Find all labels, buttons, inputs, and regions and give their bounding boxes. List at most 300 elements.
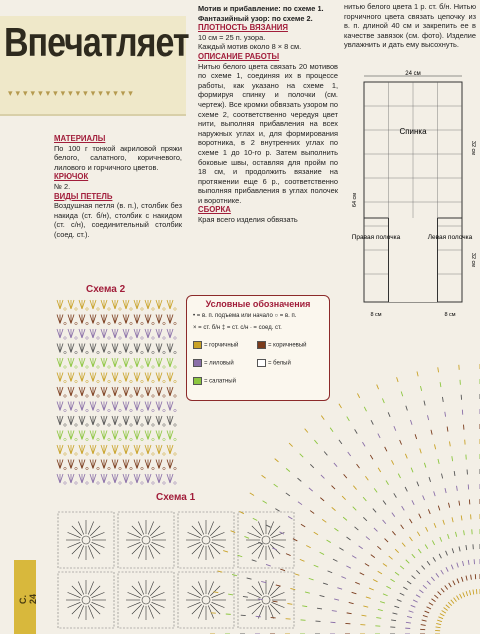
stitch-mark — [371, 420, 373, 424]
fancy-line: Фантазийный узор: по схеме 2. — [198, 13, 313, 23]
stitch-mark — [388, 412, 390, 417]
stitch-mark — [464, 530, 465, 535]
stitch-mark — [407, 581, 411, 584]
stitch-mark — [412, 500, 414, 504]
stitch-mark — [405, 487, 407, 491]
stitch-mark — [232, 574, 237, 575]
fan-stitch — [145, 344, 154, 354]
stitch-mark — [395, 572, 399, 575]
fan-stitch — [156, 402, 165, 412]
fan-stitch — [57, 474, 66, 484]
stitch-mark — [223, 551, 228, 553]
stitch-mark — [427, 415, 428, 420]
fan-stitch — [134, 315, 143, 325]
stitch-mark — [355, 429, 358, 433]
corner-stitch-rows — [210, 364, 480, 634]
stitch-mark — [383, 563, 387, 566]
fan-stitch — [134, 387, 143, 397]
stitch-mark — [369, 588, 374, 590]
stitch-mark — [287, 603, 292, 604]
stitch-mark — [295, 574, 300, 576]
stitch-mark — [330, 428, 333, 432]
stitch-mark — [310, 464, 314, 468]
fan-stitch — [145, 387, 154, 397]
decor-border: ▾▾▾▾▾▾▾▾▾▾▾▾▾▾▾▾▾ — [8, 88, 136, 98]
fan-stitch — [167, 431, 176, 441]
fan-stitch — [68, 329, 77, 339]
stitch-mark — [272, 548, 277, 550]
fan-stitch — [112, 387, 121, 397]
stitch-mark — [438, 367, 439, 372]
fan-stitch — [68, 344, 77, 354]
fan-stitch — [90, 344, 99, 354]
stitch-mark — [434, 523, 436, 528]
fan-stitch — [145, 445, 154, 455]
legend-color-white: = белый — [257, 359, 291, 367]
fan-stitch — [90, 315, 99, 325]
fan-stitch — [134, 445, 143, 455]
fan-stitch — [134, 474, 143, 484]
fan-stitch — [145, 329, 154, 339]
stitch-mark — [466, 576, 467, 581]
stitch-mark — [324, 452, 327, 456]
stitch-mark — [353, 486, 356, 490]
fan-stitch — [145, 431, 154, 441]
fan-stitch — [167, 387, 176, 397]
stitch-mark — [231, 531, 236, 533]
density-heading: ПЛОТНОСТЬ ВЯЗАНИЯ — [198, 23, 288, 33]
stitch-mark — [355, 582, 360, 584]
work-heading: ОПИСАНИЕ РАБОТЫ — [198, 51, 280, 61]
stitch-mark — [247, 578, 252, 579]
stitch-mark — [314, 440, 317, 444]
stitch-mark — [402, 506, 405, 510]
stitch-mark — [422, 620, 427, 621]
fan-stitch — [112, 474, 121, 484]
stitch-mark — [423, 495, 425, 500]
stitch-mark — [436, 623, 441, 624]
legend-symbols-row-1: • = в. п. подъема или начало ○ = в. п. — [193, 313, 297, 319]
stitch-mark — [427, 561, 430, 565]
stitch-mark — [434, 595, 438, 598]
stitch-mark — [366, 597, 371, 599]
stitch-mark — [314, 565, 319, 567]
stitch-mark — [377, 546, 381, 549]
stitch-mark — [362, 442, 365, 446]
stitch-mark — [392, 613, 397, 614]
fan-stitch — [79, 329, 88, 339]
assembly-text: Края всего изделия обвязать — [198, 215, 298, 225]
fan-stitch — [156, 344, 165, 354]
work-text: Нитью белого цвета связать 20 мотивов по схеме 1, соединяя их в процессе работы, как указано на схеме 1, формируя спинку и полочки (см. чертеж). Все кромки обвязать узором по схеме 2, соответственно чередуя цвет нити, выполняя прибавления на всех наружных углах и, для формирования воротника, в 2 внутренних углах по схеме 1 до 10-го р. Затем выполнить боковые швы, оставляя для пройм по 18 см, и продолжить вязание на протяжении еще 6 р., соответственно выполняя прибавления в углах полочек и воротнике. — [198, 61, 338, 205]
stitch-mark — [417, 482, 419, 487]
stitch-mark — [305, 429, 308, 433]
fan-stitch — [167, 460, 176, 470]
stitch-mark — [427, 607, 431, 609]
fan-stitch — [90, 416, 99, 426]
stitch-mark — [456, 596, 459, 600]
fan-stitch — [156, 373, 165, 383]
right-front-label: Правая полочка — [351, 234, 401, 241]
stitch-mark — [302, 606, 307, 607]
fan-stitch — [134, 416, 143, 426]
stitch-mark — [431, 430, 432, 435]
stitch-mark — [380, 602, 385, 604]
hook-heading: КРЮЧОК — [54, 172, 89, 182]
fan-stitch — [57, 358, 66, 368]
stitch-mark — [446, 551, 448, 556]
stitch-mark — [359, 546, 363, 549]
legend-color-mustard: = горчичный — [193, 341, 238, 349]
fan-stitch — [145, 300, 154, 310]
stitch-mark — [317, 608, 322, 609]
stitch-mark — [466, 591, 468, 596]
stitch-mark — [383, 594, 388, 596]
materials-section — [54, 134, 182, 240]
stitch-mark — [453, 581, 455, 585]
loops-heading: ВИДЫ ПЕТЕЛЬ — [54, 191, 113, 201]
stitch-mark — [425, 611, 430, 613]
stitch-mark — [428, 509, 430, 514]
stitch-mark — [327, 540, 331, 543]
stitch-mark — [412, 554, 415, 558]
stitch-mark — [411, 605, 416, 607]
stitch-mark — [429, 603, 433, 606]
stitch-mark — [321, 475, 325, 479]
stitch-mark — [228, 594, 233, 595]
fan-stitch — [90, 358, 99, 368]
fan-stitch — [79, 445, 88, 455]
fan-stitch — [101, 402, 110, 412]
fan-stitch — [68, 373, 77, 383]
stitch-mark — [348, 452, 351, 456]
stitch-mark — [417, 371, 418, 376]
stitch-mark — [344, 474, 347, 478]
stitch-mark — [448, 503, 449, 508]
stitch-mark — [417, 532, 420, 536]
fan-stitch — [101, 300, 110, 310]
stitch-mark — [243, 596, 248, 597]
stitch-mark — [389, 556, 393, 559]
fan-stitch — [90, 402, 99, 412]
stitch-mark — [290, 588, 295, 589]
stitch-mark — [365, 476, 368, 480]
stitch-mark — [423, 615, 428, 617]
stitch-mark — [461, 515, 462, 520]
fan-stitch — [57, 402, 66, 412]
stitch-mark — [421, 625, 426, 626]
schema-2-chart — [54, 296, 184, 490]
fan-stitch — [90, 329, 99, 339]
fan-stitch — [79, 358, 88, 368]
stitch-mark — [402, 543, 405, 547]
stitch-mark — [432, 540, 434, 544]
fan-stitch — [68, 300, 77, 310]
stitch-mark — [455, 532, 456, 537]
stitch-mark — [376, 618, 381, 619]
stitch-mark — [406, 406, 408, 411]
stitch-mark — [334, 599, 339, 600]
materials-heading: МАТЕРИАЛЫ — [54, 134, 106, 143]
right-bottom-width-label: 8 см — [370, 312, 382, 318]
stitch-mark — [451, 600, 454, 604]
stitch-mark — [457, 579, 459, 584]
fan-stitch — [156, 474, 165, 484]
fan-stitch — [79, 474, 88, 484]
page-title: Впечатляет — [4, 20, 189, 66]
stitch-mark — [425, 544, 428, 548]
fan-stitch — [145, 358, 154, 368]
stitch-mark — [298, 478, 302, 481]
stitch-mark — [357, 464, 360, 468]
fan-stitch — [79, 460, 88, 470]
fan-stitch — [123, 431, 132, 441]
fan-stitch — [123, 315, 132, 325]
materials-text: По 100 г тонкой акриловой пряжи белого, салатного, коричневого, лилового и горчичного цветов. — [54, 143, 182, 172]
density-text-2: Каждый мотив около 8 × 8 см. — [198, 42, 302, 52]
stitch-mark — [454, 598, 457, 602]
stitch-mark — [373, 580, 377, 582]
stitch-mark — [429, 477, 431, 482]
stitch-mark — [463, 592, 465, 597]
stitch-mark — [401, 525, 404, 529]
fan-stitch — [79, 402, 88, 412]
stitch-mark — [352, 556, 356, 559]
stitch-mark — [280, 532, 284, 534]
left-front-label: Левая полочка — [427, 234, 473, 241]
fan-stitch — [123, 460, 132, 470]
stitch-mark — [462, 561, 463, 566]
stitch-mark — [239, 511, 243, 513]
stitch-mark — [440, 614, 444, 616]
stitch-mark — [466, 545, 467, 550]
stitch-mark — [309, 578, 314, 580]
fan-stitch — [90, 387, 99, 397]
stitch-mark — [349, 602, 354, 603]
stitch-mark — [274, 484, 278, 487]
stitch-mark — [320, 595, 325, 596]
fan-stitch — [123, 344, 132, 354]
stitch-mark — [337, 588, 342, 590]
fan-stitch — [156, 315, 165, 325]
stitch-mark — [378, 609, 383, 610]
stitch-mark — [373, 509, 376, 513]
fan-stitch — [112, 329, 121, 339]
stitch-mark — [310, 511, 314, 514]
fan-stitch — [57, 373, 66, 383]
stitch-mark — [407, 616, 412, 617]
stitch-mark — [395, 549, 399, 553]
legend-color-brown: = коричневый — [257, 341, 307, 349]
fan-stitch — [112, 402, 121, 412]
fan-stitch — [123, 445, 132, 455]
stitch-mark — [360, 573, 364, 575]
stitch-mark — [339, 548, 343, 551]
stitch-mark — [280, 569, 285, 571]
stitch-mark — [390, 579, 394, 582]
stitch-mark — [394, 426, 396, 431]
fan-stitch — [57, 344, 66, 354]
fan-stitch — [167, 300, 176, 310]
stitch-mark — [449, 441, 450, 446]
fan-stitch — [123, 474, 132, 484]
stitch-mark — [300, 559, 305, 561]
fan-stitch — [57, 431, 66, 441]
stitch-mark — [320, 552, 324, 554]
fan-stitch — [167, 416, 176, 426]
stitch-mark — [438, 459, 439, 464]
total-height-label: 64 см — [352, 192, 358, 208]
stitch-mark — [434, 444, 435, 449]
fan-stitch — [101, 373, 110, 383]
granny-square-motif — [118, 572, 174, 628]
stitch-mark — [397, 377, 399, 382]
stitch-mark — [314, 532, 318, 535]
stitch-mark — [391, 620, 396, 621]
legend-title: Условные обозначения — [205, 299, 311, 309]
stitch-mark — [309, 488, 313, 491]
stitch-mark — [409, 537, 412, 541]
stitch-mark — [323, 583, 328, 585]
fan-stitch — [156, 431, 165, 441]
stitch-mark — [341, 577, 346, 579]
fan-stitch — [167, 474, 176, 484]
stitch-mark — [383, 501, 386, 505]
left-bottom-width-label: 8 см — [444, 312, 456, 318]
fan-stitch — [79, 431, 88, 441]
stitch-mark — [459, 501, 460, 506]
fan-stitch — [79, 373, 88, 383]
stitch-mark — [261, 581, 266, 582]
stitch-mark — [258, 542, 263, 544]
fan-stitch — [123, 358, 132, 368]
stitch-mark — [471, 575, 472, 580]
loops-text: Воздушная петля (в. п.), столбик без накида (ст. б/н), столбик с накидом (ст. с/н), соединительный столбик (соед. ст.). — [54, 201, 182, 239]
stitch-mark — [332, 486, 336, 490]
fan-stitch — [57, 460, 66, 470]
fan-stitch — [101, 474, 110, 484]
stitch-mark — [442, 610, 446, 613]
stitch-mark — [406, 560, 410, 564]
stitch-mark — [352, 592, 357, 594]
stitch-mark — [400, 440, 402, 445]
stitch-mark — [298, 502, 302, 505]
fan-stitch — [167, 358, 176, 368]
fan-stitch — [112, 358, 121, 368]
fan-stitch — [79, 344, 88, 354]
stitch-mark — [347, 537, 351, 540]
schema-2-rows — [57, 300, 176, 484]
stitch-mark — [301, 524, 305, 527]
stitch-mark — [451, 565, 453, 570]
fan-stitch — [90, 460, 99, 470]
stitch-mark — [244, 536, 249, 538]
fan-stitch — [123, 402, 132, 412]
fan-stitch — [68, 460, 77, 470]
fan-stitch — [101, 460, 110, 470]
stitch-mark — [433, 557, 436, 561]
fan-stitch — [79, 300, 88, 310]
stitch-mark — [441, 474, 442, 479]
stitch-mark — [434, 491, 436, 496]
fan-stitch — [68, 387, 77, 397]
fan-stitch — [145, 373, 154, 383]
lower-height-label: 32 см — [470, 252, 476, 268]
stitch-mark — [446, 605, 450, 608]
stitch-mark — [332, 611, 337, 612]
fan-stitch — [68, 445, 77, 455]
stitch-mark — [286, 493, 290, 496]
fan-stitch — [134, 460, 143, 470]
stitch-mark — [409, 519, 412, 523]
fan-stitch — [112, 431, 121, 441]
stitch-mark — [419, 514, 421, 518]
fan-stitch — [79, 416, 88, 426]
stitch-mark — [436, 573, 439, 577]
stitch-mark — [461, 577, 463, 582]
stitch-mark — [353, 507, 357, 511]
fan-stitch — [112, 373, 121, 383]
stitch-mark — [378, 571, 382, 574]
stitch-mark — [468, 560, 469, 565]
stitch-mark — [440, 537, 442, 542]
stitch-mark — [346, 566, 350, 568]
stitch-mark — [385, 539, 389, 543]
fan-stitch — [134, 358, 143, 368]
density-text-1: 10 см = 25 п. узора. — [198, 32, 266, 42]
assembly-heading: СБОРКА — [198, 205, 231, 215]
stitch-mark — [457, 563, 459, 568]
fan-stitch — [123, 387, 132, 397]
stitch-mark — [385, 447, 387, 451]
stitch-mark — [322, 519, 326, 522]
stitch-mark — [400, 593, 404, 595]
stitch-mark — [423, 585, 427, 588]
stitch-mark — [420, 386, 421, 391]
stitch-mark — [386, 586, 390, 588]
stitch-mark — [364, 407, 366, 411]
stitch-mark — [386, 481, 389, 485]
fan-stitch — [79, 315, 88, 325]
stitch-mark — [445, 585, 448, 589]
assembly-continued — [344, 2, 476, 50]
stitch-mark — [473, 590, 474, 595]
fan-stitch — [134, 402, 143, 412]
stitch-mark — [437, 620, 442, 622]
fan-stitch — [79, 387, 88, 397]
stitch-mark — [416, 595, 420, 598]
stitch-mark — [355, 527, 359, 530]
stitch-mark — [378, 434, 380, 438]
fan-stitch — [156, 387, 165, 397]
stitch-mark — [374, 488, 377, 492]
stitch-mark — [213, 592, 218, 593]
fan-stitch — [90, 373, 99, 383]
stitch-mark — [258, 599, 263, 600]
fan-stitch — [57, 416, 66, 426]
fan-stitch — [123, 300, 132, 310]
stitch-mark — [374, 528, 378, 532]
stitch-mark — [410, 420, 412, 425]
stitch-mark — [253, 518, 257, 520]
fan-stitch — [101, 387, 110, 397]
neck-opening — [389, 218, 437, 302]
stitch-mark — [438, 506, 440, 511]
stitch-mark — [438, 592, 442, 596]
motif-line: Мотив и прибавление: по схеме 1. — [198, 4, 324, 13]
stitch-mark — [441, 588, 444, 592]
stitch-mark — [445, 412, 446, 417]
